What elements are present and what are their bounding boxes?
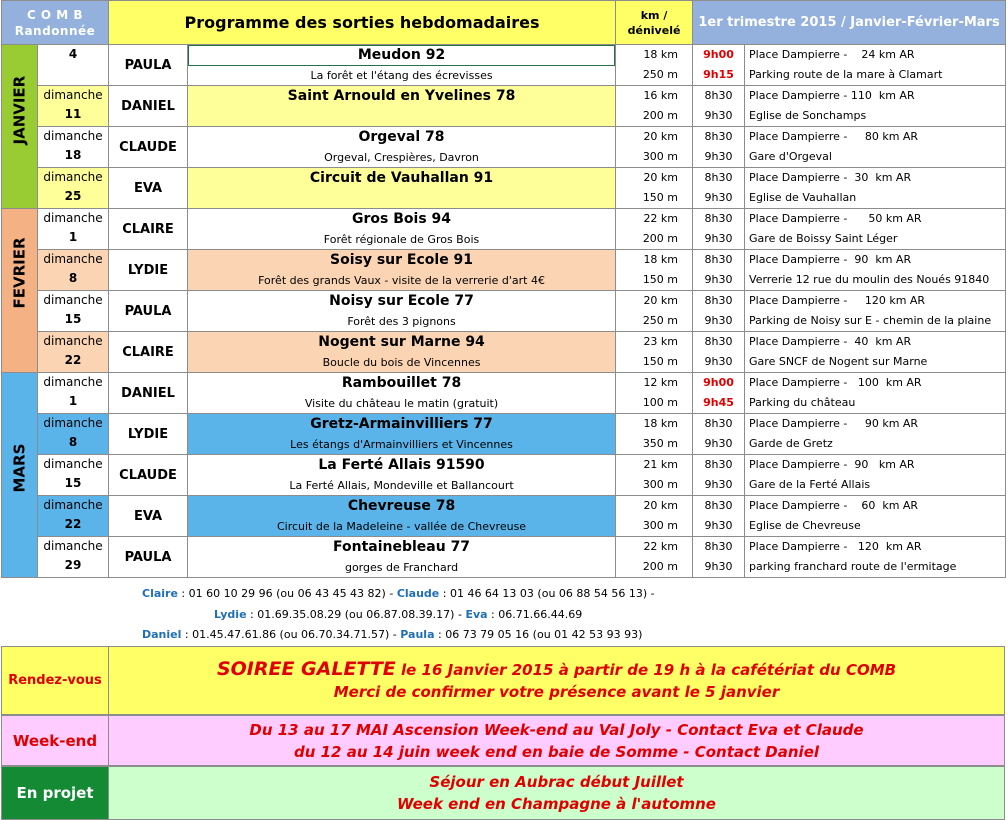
- contact-paula-name: Paula: [400, 628, 435, 641]
- departure-time: 9h00: [703, 376, 734, 389]
- departure-place: Place Dampierre - 90 km AR: [749, 458, 915, 471]
- table-row: [2, 496, 1006, 537]
- departure-place: Place Dampierre - 90 km AR: [749, 253, 912, 266]
- elevation: 150 m: [642, 355, 679, 368]
- destination-subtitle: La Ferté Allais, Mondeville et Ballancourt: [289, 479, 514, 492]
- destination-cell: [188, 332, 616, 373]
- departure-time: 8h30: [704, 294, 733, 307]
- day-number: 29: [64, 558, 82, 572]
- distance: 20 km: [643, 171, 679, 184]
- place-cell: [745, 45, 1006, 86]
- weekday: dimanche: [43, 498, 103, 512]
- page-title: Programme des sorties hebdomadaires: [109, 1, 616, 45]
- destination-cell: [188, 86, 616, 127]
- departure-place: Place Dampierre - 40 km AR: [749, 335, 912, 348]
- elevation: 200 m: [642, 232, 679, 245]
- destination-name: Nogent sur Marne 94: [318, 334, 485, 350]
- elevation: 250 m: [642, 68, 679, 81]
- rendezvous-content: [109, 647, 1004, 714]
- club-name: C O M B: [26, 7, 84, 22]
- meeting-place: Parking route de la mare à Clamart: [749, 68, 943, 81]
- destination-name: Circuit de Vauhallan 91: [309, 170, 494, 186]
- distance: 21 km: [643, 458, 679, 471]
- leader-cell: PAULA: [109, 291, 188, 332]
- distance: 20 km: [643, 294, 679, 307]
- meeting-place: Gare SNCF de Nogent sur Marne: [749, 355, 928, 368]
- distance: 18 km: [643, 48, 679, 61]
- time-cell: [693, 127, 745, 168]
- day-cell: [38, 373, 109, 414]
- meeting-place: Gare d'Orgeval: [749, 150, 832, 163]
- meeting-place: Eglise de Chevreuse: [749, 519, 861, 532]
- distance-cell: [616, 414, 693, 455]
- departure-place: Place Dampierre - 90 km AR: [749, 417, 919, 430]
- contacts-line-3: [142, 628, 642, 641]
- day-cell: [38, 250, 109, 291]
- month-january: [2, 45, 38, 209]
- distance-cell: [616, 127, 693, 168]
- table-row: [2, 537, 1006, 578]
- month-march: [2, 373, 38, 578]
- contacts-block: [1, 583, 1005, 646]
- place-cell: [745, 291, 1006, 332]
- elevation: 200 m: [642, 560, 679, 573]
- leader-cell: EVA: [109, 496, 188, 537]
- table-row: [2, 455, 1006, 496]
- day-cell: [38, 127, 109, 168]
- elevation: 150 m: [642, 273, 679, 286]
- distance: 22 km: [643, 540, 679, 553]
- leader-cell: LYDIE: [109, 250, 188, 291]
- contact-claire-phone: : 01 60 10 29 96 (ou 06 43 45 43 82) -: [177, 587, 397, 600]
- month-label: MARS: [10, 443, 29, 493]
- distance: 22 km: [643, 212, 679, 225]
- leader-cell: DANIEL: [109, 86, 188, 127]
- day-number: 4: [68, 47, 78, 61]
- distance: 23 km: [643, 335, 679, 348]
- leader-cell: DANIEL: [109, 373, 188, 414]
- leader-cell: PAULA: [109, 537, 188, 578]
- weekend-label: Week-end: [2, 716, 109, 765]
- leader-cell: CLAUDE: [109, 127, 188, 168]
- leader-cell: PAULA: [109, 45, 188, 86]
- destination-cell: [188, 291, 616, 332]
- contact-lydie-phone: : 01.69.35.08.29 (ou 06.87.08.39.17) -: [246, 608, 466, 621]
- departure-time: 8h30: [704, 89, 733, 102]
- destination-name: Saint Arnould en Yvelines 78: [287, 88, 516, 104]
- distance-cell: [616, 209, 693, 250]
- destination-cell: [188, 168, 616, 209]
- destination-cell: [188, 373, 616, 414]
- distance-cell: [616, 86, 693, 127]
- projects-line-1: Séjour en Aubrac début Juillet: [429, 773, 684, 791]
- time-cell: [693, 250, 745, 291]
- destination-subtitle: Les étangs d'Armainvilliers et Vincennes: [290, 438, 513, 451]
- contact-daniel-name: Daniel: [142, 628, 182, 641]
- time-cell: [693, 209, 745, 250]
- place-cell: [745, 86, 1006, 127]
- weekday: dimanche: [43, 293, 103, 307]
- meeting-place: Eglise de Vauhallan: [749, 191, 857, 204]
- rendezvous-label: Rendez-vous: [2, 647, 109, 714]
- place-cell: [745, 373, 1006, 414]
- departure-time: 8h30: [704, 458, 733, 471]
- meeting-time: 9h15: [703, 68, 734, 81]
- day-number: 22: [64, 353, 82, 367]
- place-cell: [745, 332, 1006, 373]
- elevation: 300 m: [642, 478, 679, 491]
- meeting-place: Gare de la Ferté Allais: [749, 478, 871, 491]
- km-header: [616, 1, 693, 45]
- departure-time: 8h30: [704, 499, 733, 512]
- time-cell: [693, 455, 745, 496]
- elevation: 100 m: [642, 396, 679, 409]
- contact-claude-name: Claude: [396, 587, 440, 600]
- place-cell: [745, 496, 1006, 537]
- leader-cell: CLAIRE: [109, 209, 188, 250]
- activity-name: Randonnée: [14, 23, 96, 38]
- day-cell: [38, 455, 109, 496]
- table-row: [2, 250, 1006, 291]
- projects-band: [1, 766, 1005, 820]
- place-cell: [745, 209, 1006, 250]
- destination-subtitle: Orgeval, Crespières, Davron: [324, 151, 479, 164]
- rendezvous-line-1: [217, 658, 896, 681]
- departure-time: 8h30: [704, 417, 733, 430]
- distance: 20 km: [643, 499, 679, 512]
- meeting-time: 9h30: [704, 519, 733, 532]
- departure-time: 8h30: [704, 335, 733, 348]
- elevation: 250 m: [642, 314, 679, 327]
- contact-claire-name: Claire: [142, 587, 178, 600]
- quarter-header: 1er trimestre 2015 / Janvier-Février-Mars: [693, 1, 1006, 45]
- weekday: dimanche: [43, 539, 103, 553]
- contact-claude-phone: : 01 46 64 13 03 (ou 06 88 54 56 13) -: [439, 587, 655, 600]
- departure-place: Place Dampierre - 50 km AR: [749, 212, 922, 225]
- weekday: dimanche: [43, 334, 103, 348]
- distance-cell: [616, 373, 693, 414]
- destination-name: Noisy sur Ecole 77: [329, 293, 474, 309]
- table-row: [2, 168, 1006, 209]
- weekday: dimanche: [43, 375, 103, 389]
- month-label: FEVRIER: [10, 236, 29, 308]
- distance-cell: [616, 455, 693, 496]
- destination-subtitle: Forêt régionale de Gros Bois: [323, 233, 480, 246]
- leader-cell: LYDIE: [109, 414, 188, 455]
- distance-cell: [616, 250, 693, 291]
- meeting-place: Parking de Noisy sur E - chemin de la plaine: [749, 314, 992, 327]
- day-cell: [38, 332, 109, 373]
- programme-table: [1, 0, 1006, 578]
- weekend-content: [109, 716, 1004, 765]
- meeting-time: 9h45: [703, 396, 734, 409]
- km-header-line1: km /: [640, 8, 668, 22]
- day-cell: [38, 537, 109, 578]
- destination-cell: [188, 127, 616, 168]
- destination-cell: [188, 537, 616, 578]
- destination-cell: [188, 45, 616, 86]
- table-row: [2, 45, 1006, 86]
- km-header-line2: dénivelé: [627, 23, 681, 37]
- departure-time: 8h30: [704, 253, 733, 266]
- table-row: [2, 86, 1006, 127]
- day-cell: [38, 291, 109, 332]
- weekday: dimanche: [43, 416, 103, 430]
- departure-place: Place Dampierre - 60 km AR: [749, 499, 919, 512]
- meeting-time: 9h30: [704, 232, 733, 245]
- projects-label: En projet: [2, 767, 109, 819]
- meeting-place: Verrerie 12 rue du moulin des Noués 91840: [749, 273, 990, 286]
- day-cell: [38, 414, 109, 455]
- contacts-line-2: [214, 608, 582, 621]
- distance-cell: [616, 537, 693, 578]
- table-row: [2, 373, 1006, 414]
- day-number: 8: [68, 271, 78, 285]
- header-row: [2, 1, 1006, 45]
- destination-name: Orgeval 78: [358, 129, 445, 145]
- table-row: [2, 291, 1006, 332]
- contact-paula-phone: : 06 73 79 05 16 (ou 01 42 53 93 93): [434, 628, 643, 641]
- meeting-place: parking franchard route de l'ermitage: [749, 560, 957, 573]
- destination-name: Gretz-Armainvilliers 77: [310, 416, 493, 432]
- day-number: 22: [64, 517, 82, 531]
- leader-cell: EVA: [109, 168, 188, 209]
- elevation: 300 m: [642, 150, 679, 163]
- weekday: dimanche: [43, 129, 103, 143]
- distance-cell: [616, 291, 693, 332]
- distance-cell: [616, 496, 693, 537]
- weekend-band: [1, 715, 1005, 766]
- departure-place: Place Dampierre - 80 km AR: [749, 130, 919, 143]
- departure-time: 8h30: [704, 540, 733, 553]
- weekday: dimanche: [43, 170, 103, 184]
- place-cell: [745, 414, 1006, 455]
- departure-place: Place Dampierre - 120 km AR: [749, 294, 926, 307]
- departure-place: Place Dampierre - 24 km AR: [749, 48, 915, 61]
- rendezvous-event-detail: le 16 Janvier 2015 à partir de 19 h à la cafétériat du COMB: [395, 661, 897, 679]
- destination-name: La Ferté Allais 91590: [318, 457, 485, 473]
- destination-name: Meudon 92: [188, 45, 615, 66]
- meeting-place: Garde de Gretz: [749, 437, 833, 450]
- destination-cell: [188, 250, 616, 291]
- destination-cell: [188, 414, 616, 455]
- meeting-time: 9h30: [704, 560, 733, 573]
- day-number: 15: [64, 476, 82, 490]
- meeting-time: 9h30: [704, 109, 733, 122]
- destination-name: Gros Bois 94: [352, 211, 452, 227]
- day-cell: [38, 496, 109, 537]
- time-cell: [693, 332, 745, 373]
- distance-cell: [616, 332, 693, 373]
- distance: 16 km: [643, 89, 679, 102]
- departure-place: Place Dampierre - 30 km AR: [749, 171, 912, 184]
- month-label: JANVIER: [10, 75, 29, 144]
- weekday: dimanche: [43, 88, 103, 102]
- destination-name: Fontainebleau 77: [332, 539, 471, 555]
- weekday: dimanche: [43, 211, 103, 225]
- meeting-time: 9h30: [704, 273, 733, 286]
- meeting-place: Parking du château: [749, 396, 856, 409]
- rendezvous-line-2: Merci de confirmer votre présence avant le 5 janvier: [333, 683, 780, 701]
- destination-name: Rambouillet 78: [341, 375, 462, 391]
- destination-subtitle: Forêt des grands Vaux - visite de la verrerie d'art 4€: [258, 274, 545, 287]
- departure-time: 8h30: [704, 171, 733, 184]
- place-cell: [745, 250, 1006, 291]
- destination-subtitle: Circuit de la Madeleine - vallée de Chevreuse: [276, 520, 527, 533]
- meeting-time: 9h30: [704, 191, 733, 204]
- departure-time: 9h00: [703, 48, 734, 61]
- day-cell: [38, 86, 109, 127]
- day-number: 8: [68, 435, 78, 449]
- time-cell: [693, 537, 745, 578]
- destination-name: Soisy sur Ecole 91: [330, 252, 474, 268]
- leader-cell: CLAIRE: [109, 332, 188, 373]
- time-cell: [693, 291, 745, 332]
- time-cell: [693, 414, 745, 455]
- day-number: 11: [64, 107, 82, 121]
- elevation: 200 m: [642, 109, 679, 122]
- place-cell: [745, 168, 1006, 209]
- meeting-time: 9h30: [704, 150, 733, 163]
- weekday: dimanche: [43, 252, 103, 266]
- day-number: 18: [64, 148, 82, 162]
- contact-eva-name: Eva: [465, 608, 488, 621]
- day-number: 1: [68, 230, 78, 244]
- departure-time: 8h30: [704, 130, 733, 143]
- destination-cell: [188, 209, 616, 250]
- destination-cell: [188, 496, 616, 537]
- elevation: 350 m: [642, 437, 679, 450]
- departure-time: 8h30: [704, 212, 733, 225]
- departure-place: Place Dampierre - 110 km AR: [749, 89, 915, 102]
- weekday: dimanche: [43, 457, 103, 471]
- meeting-time: 9h30: [704, 437, 733, 450]
- destination-subtitle: Visite du château le matin (gratuit): [304, 397, 499, 410]
- day-number: 1: [68, 394, 78, 408]
- distance-cell: [616, 45, 693, 86]
- time-cell: [693, 86, 745, 127]
- meeting-place: Eglise de Sonchamps: [749, 109, 867, 122]
- distance: 18 km: [643, 253, 679, 266]
- destination-subtitle: Boucle du bois de Vincennes: [322, 356, 481, 369]
- rendezvous-band: [1, 646, 1005, 715]
- month-february: [2, 209, 38, 373]
- time-cell: [693, 45, 745, 86]
- rendezvous-event: SOIREE GALETTE: [216, 658, 396, 680]
- day-cell: [38, 209, 109, 250]
- day-cell: [38, 45, 109, 86]
- place-cell: [745, 127, 1006, 168]
- table-row: [2, 209, 1006, 250]
- destination-subtitle: gorges de Franchard: [344, 561, 459, 574]
- contact-lydie-name: Lydie: [214, 608, 247, 621]
- destination-cell: [188, 455, 616, 496]
- day-number: 15: [64, 312, 82, 326]
- meeting-time: 9h30: [704, 355, 733, 368]
- contact-daniel-phone: : 01.45.47.61.86 (ou 06.70.34.71.57) -: [181, 628, 401, 641]
- time-cell: [693, 496, 745, 537]
- day-cell: [38, 168, 109, 209]
- distance-cell: [616, 168, 693, 209]
- destination-subtitle: Forêt des 3 pignons: [347, 315, 456, 328]
- contacts-line-1: [142, 587, 655, 600]
- elevation: 150 m: [642, 191, 679, 204]
- weekend-line-1: Du 13 au 17 MAI Ascension Week-end au Val Joly - Contact Eva et Claude: [249, 720, 864, 739]
- club-header: [2, 1, 109, 45]
- table-row: [2, 332, 1006, 373]
- destination-subtitle: La forêt et l'étang des écrevisses: [310, 69, 493, 82]
- departure-place: Place Dampierre - 120 km AR: [749, 540, 922, 553]
- time-cell: [693, 373, 745, 414]
- meeting-time: 9h30: [704, 478, 733, 491]
- departure-place: Place Dampierre - 100 km AR: [749, 376, 922, 389]
- distance: 12 km: [643, 376, 679, 389]
- meeting-time: 9h30: [704, 314, 733, 327]
- weekend-line-2: du 12 au 14 juin week end en baie de Somme - Contact Daniel: [293, 742, 820, 761]
- place-cell: [745, 537, 1006, 578]
- projects-content: [109, 767, 1004, 819]
- distance: 18 km: [643, 417, 679, 430]
- table-row: [2, 414, 1006, 455]
- day-number: 25: [64, 189, 82, 203]
- time-cell: [693, 168, 745, 209]
- place-cell: [745, 455, 1006, 496]
- contact-eva-phone: : 06.71.66.44.69: [487, 608, 583, 621]
- meeting-place: Gare de Boissy Saint Léger: [749, 232, 898, 245]
- projects-line-2: Week end en Champagne à l'automne: [397, 795, 716, 813]
- leader-cell: CLAUDE: [109, 455, 188, 496]
- elevation: 300 m: [642, 519, 679, 532]
- table-row: [2, 127, 1006, 168]
- destination-name: Chevreuse 78: [347, 498, 456, 514]
- distance: 20 km: [643, 130, 679, 143]
